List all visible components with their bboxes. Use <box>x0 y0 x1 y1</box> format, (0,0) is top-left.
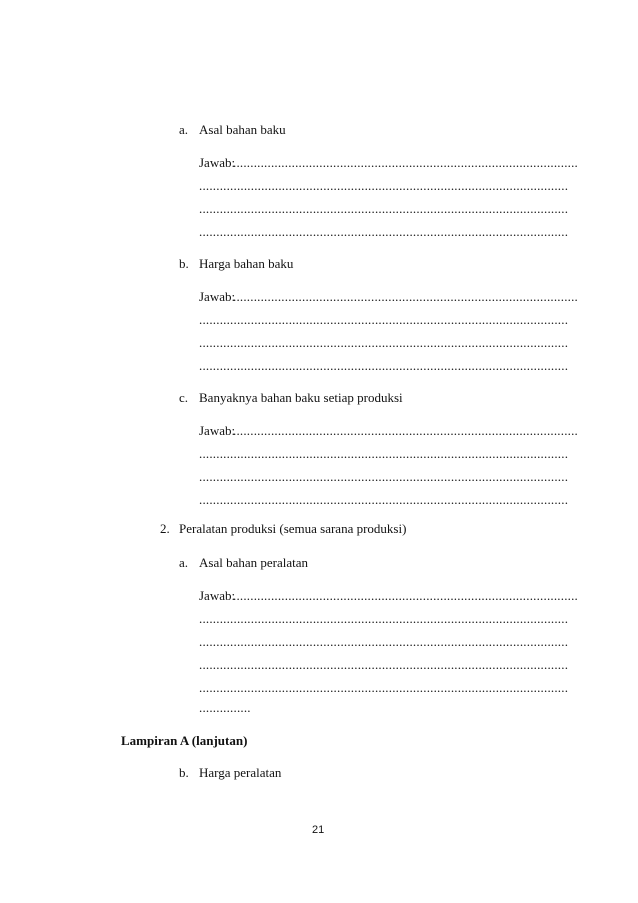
item-2-text: Peralatan produksi (semua sarana produksi) <box>179 521 407 536</box>
answer-label: Jawab: <box>199 155 236 170</box>
answer-dots: ........................................................................................................... <box>199 358 569 373</box>
item-2-label: 2. <box>160 521 170 536</box>
item-a2-text: Asal bahan peralatan <box>199 555 309 570</box>
answer-dots: ........................................................................................................... <box>199 335 569 350</box>
answer-dots: ............... <box>199 700 251 715</box>
item-b-label: b. <box>179 256 189 271</box>
answer-dots: ........................................................................................................... <box>199 312 569 327</box>
item-c-label: c. <box>179 390 189 405</box>
answer-dots: .................................................................................................... <box>233 155 578 170</box>
answer-dots: .................................................................................................... <box>233 423 578 438</box>
answer-dots: ........................................................................................................... <box>199 680 569 695</box>
answer-dots: .................................................................................................... <box>233 289 578 304</box>
answer-dots: ........................................................................................................... <box>199 446 569 461</box>
item-a-label: a. <box>179 122 189 137</box>
item-c-text: Banyaknya bahan baku setiap produksi <box>199 390 403 405</box>
answer-dots: ........................................................................................................... <box>199 469 569 484</box>
answer-dots: ........................................................................................................... <box>199 224 569 239</box>
answer-dots: ........................................................................................................... <box>199 178 569 193</box>
answer-dots: ........................................................................................................... <box>199 201 569 216</box>
item-b2-label: b. <box>179 765 189 780</box>
answer-label: Jawab: <box>199 423 236 438</box>
answer-dots: ........................................................................................................... <box>199 634 569 649</box>
answer-dots: ........................................................................................................... <box>199 611 569 626</box>
item-b2-text: Harga peralatan <box>199 765 282 780</box>
item-a2-label: a. <box>179 555 189 570</box>
item-b-text: Harga bahan baku <box>199 256 294 271</box>
item-a-text: Asal bahan baku <box>199 122 286 137</box>
answer-label: Jawab: <box>199 289 236 304</box>
answer-dots: .................................................................................................... <box>233 588 578 603</box>
answer-dots: ........................................................................................................... <box>199 657 569 672</box>
answer-dots: ........................................................................................................... <box>199 492 569 507</box>
answer-label: Jawab: <box>199 588 236 603</box>
appendix-heading: Lampiran A (lanjutan) <box>121 733 248 748</box>
page-number: 21 <box>312 824 325 836</box>
